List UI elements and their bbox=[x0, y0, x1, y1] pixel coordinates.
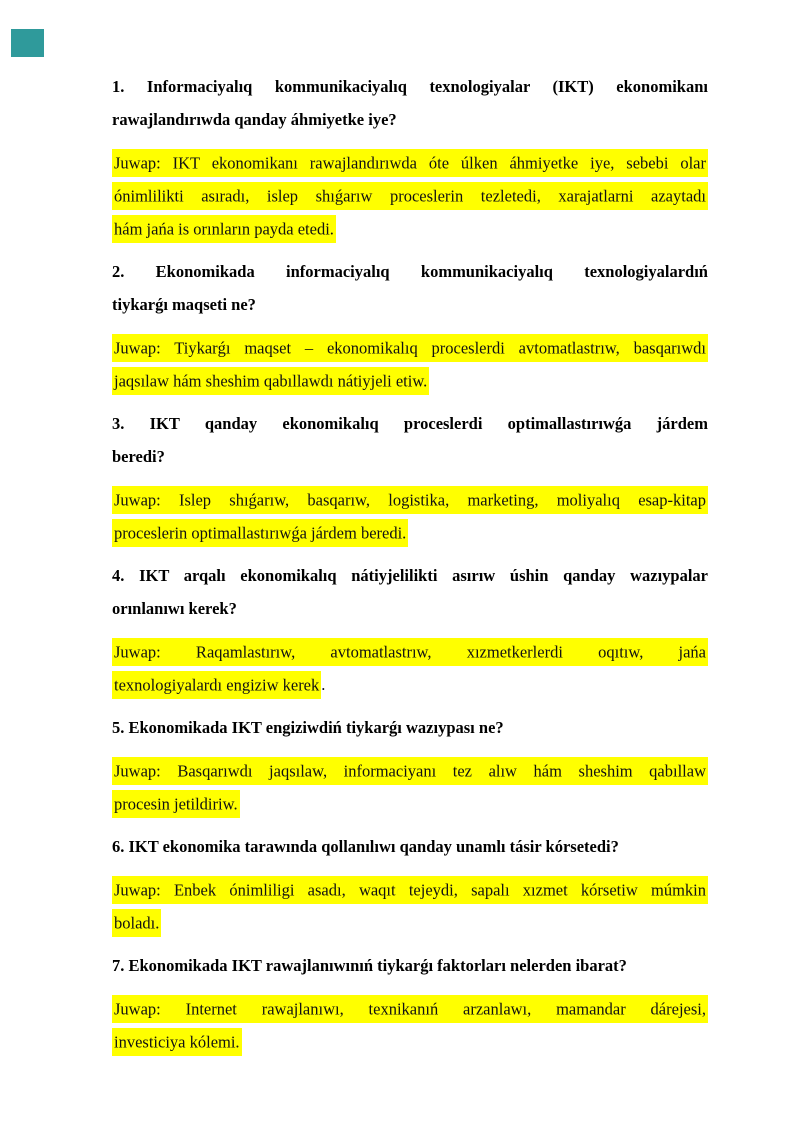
question-text: beredi? bbox=[112, 447, 165, 466]
question-7-line-1 bbox=[112, 949, 708, 982]
highlighted-text: procesin jetildiriw. bbox=[112, 790, 240, 818]
question-text: 4. IKT arqalı ekonomikalıq nátiyjelilikti asırıw úshin qanday wazıypalar bbox=[112, 566, 708, 585]
question-5-line-1 bbox=[112, 711, 708, 744]
question-4-line-1 bbox=[112, 559, 708, 592]
question-2-line-1 bbox=[112, 255, 708, 288]
answer-7-line-1 bbox=[112, 992, 708, 1025]
question-6 bbox=[112, 830, 708, 863]
document-body bbox=[112, 70, 708, 1058]
answer-2 bbox=[112, 331, 708, 397]
highlighted-text: Juwap: Internet rawajlanıwı, texnikanıń arzanlawı, mamandar dárejesi, bbox=[112, 995, 708, 1023]
highlighted-text: hám jańa is orınların payda etedi. bbox=[112, 215, 336, 243]
highlighted-text: texnologiyalardı engiziw kerek bbox=[112, 671, 321, 699]
answer-4-line-2 bbox=[112, 668, 708, 701]
question-text: 6. IKT ekonomika tarawında qollanılıwı qanday unamlı tásir kórsetedi? bbox=[112, 837, 619, 856]
question-4-line-2 bbox=[112, 592, 708, 625]
question-text: 2. Ekonomikada informaciyalıq kommunikaciyalıq texnologiyalardıń bbox=[112, 262, 708, 281]
answer-4-line-1 bbox=[112, 635, 708, 668]
question-3-line-2 bbox=[112, 440, 708, 473]
question-1-line-2 bbox=[112, 103, 708, 136]
answer-4 bbox=[112, 635, 708, 701]
question-2 bbox=[112, 255, 708, 321]
question-text: 7. Ekonomikada IKT rawajlanıwınıń tiykarǵı faktorları nelerden ibarat? bbox=[112, 956, 627, 975]
highlighted-text: boladı. bbox=[112, 909, 161, 937]
question-text: 1. Informaciyalıq kommunikaciyalıq texnologiyalar (IKT) ekonomikanı bbox=[112, 77, 708, 96]
answer-3 bbox=[112, 483, 708, 549]
question-1-line-1 bbox=[112, 70, 708, 103]
answer-2-line-2 bbox=[112, 364, 708, 397]
answer-6 bbox=[112, 873, 708, 939]
question-text: rawajlandırıwda qanday áhmiyetke iye? bbox=[112, 110, 397, 129]
question-text: 5. Ekonomikada IKT engiziwdiń tiykarǵı wazıypası ne? bbox=[112, 718, 504, 737]
answer-1 bbox=[112, 146, 708, 245]
highlighted-text: Juwap: IKT ekonomikanı rawajlandırıwda óte úlken áhmiyetke iye, sebebi olar bbox=[112, 149, 708, 177]
question-text: tiykarǵı maqseti ne? bbox=[112, 295, 256, 314]
question-4 bbox=[112, 559, 708, 625]
question-6-line-1 bbox=[112, 830, 708, 863]
answer-1-line-1 bbox=[112, 146, 708, 179]
answer-5-line-1 bbox=[112, 754, 708, 787]
answer-5-line-2 bbox=[112, 787, 708, 820]
answer-1-line-3 bbox=[112, 212, 708, 245]
teal-corner-marker bbox=[11, 29, 44, 57]
highlighted-text: Juwap: Basqarıwdı jaqsılaw, informaciyanı tez alıw hám sheshim qabıllaw bbox=[112, 757, 708, 785]
answer-6-line-1 bbox=[112, 873, 708, 906]
question-2-line-2 bbox=[112, 288, 708, 321]
question-5 bbox=[112, 711, 708, 744]
question-1 bbox=[112, 70, 708, 136]
highlighted-text: Juwap: Raqamlastırıw, avtomatlastrıw, xızmetkerlerdi oqıtıw, jańa bbox=[112, 638, 708, 666]
answer-3-line-1 bbox=[112, 483, 708, 516]
highlighted-text: ónimlilikti asıradı, islep shıǵarıw proceslerin tezletedi, xarajatlarni azaytadı bbox=[112, 182, 708, 210]
answer-3-line-2 bbox=[112, 516, 708, 549]
highlighted-text: Juwap: Tiykarǵı maqset – ekonomikalıq proceslerdi avtomatlastrıw, basqarıwdı bbox=[112, 334, 708, 362]
answer-2-line-1 bbox=[112, 331, 708, 364]
highlighted-text: Juwap: Enbek ónimliligi asadı, waqıt tejeydi, sapalı xızmet kórsetiw múmkin bbox=[112, 876, 708, 904]
answer-7 bbox=[112, 992, 708, 1058]
unhighlighted-period: . bbox=[321, 675, 326, 694]
answer-6-line-2 bbox=[112, 906, 708, 939]
answer-5 bbox=[112, 754, 708, 820]
highlighted-text: proceslerin optimallastırıwǵa járdem beredi. bbox=[112, 519, 408, 547]
highlighted-text: Juwap: Islep shıǵarıw, basqarıw, logistika, marketing, moliyalıq esap-kitap bbox=[112, 486, 708, 514]
highlighted-text: investiciya kólemi. bbox=[112, 1028, 242, 1056]
question-3 bbox=[112, 407, 708, 473]
answer-1-line-2 bbox=[112, 179, 708, 212]
highlighted-text: jaqsılaw hám sheshim qabıllawdı nátiyjeli etiw. bbox=[112, 367, 429, 395]
question-3-line-1 bbox=[112, 407, 708, 440]
answer-7-line-2 bbox=[112, 1025, 708, 1058]
question-text: orınlanıwı kerek? bbox=[112, 599, 237, 618]
question-7 bbox=[112, 949, 708, 982]
question-text: 3. IKT qanday ekonomikalıq proceslerdi optimallastırıwǵa járdem bbox=[112, 414, 708, 433]
